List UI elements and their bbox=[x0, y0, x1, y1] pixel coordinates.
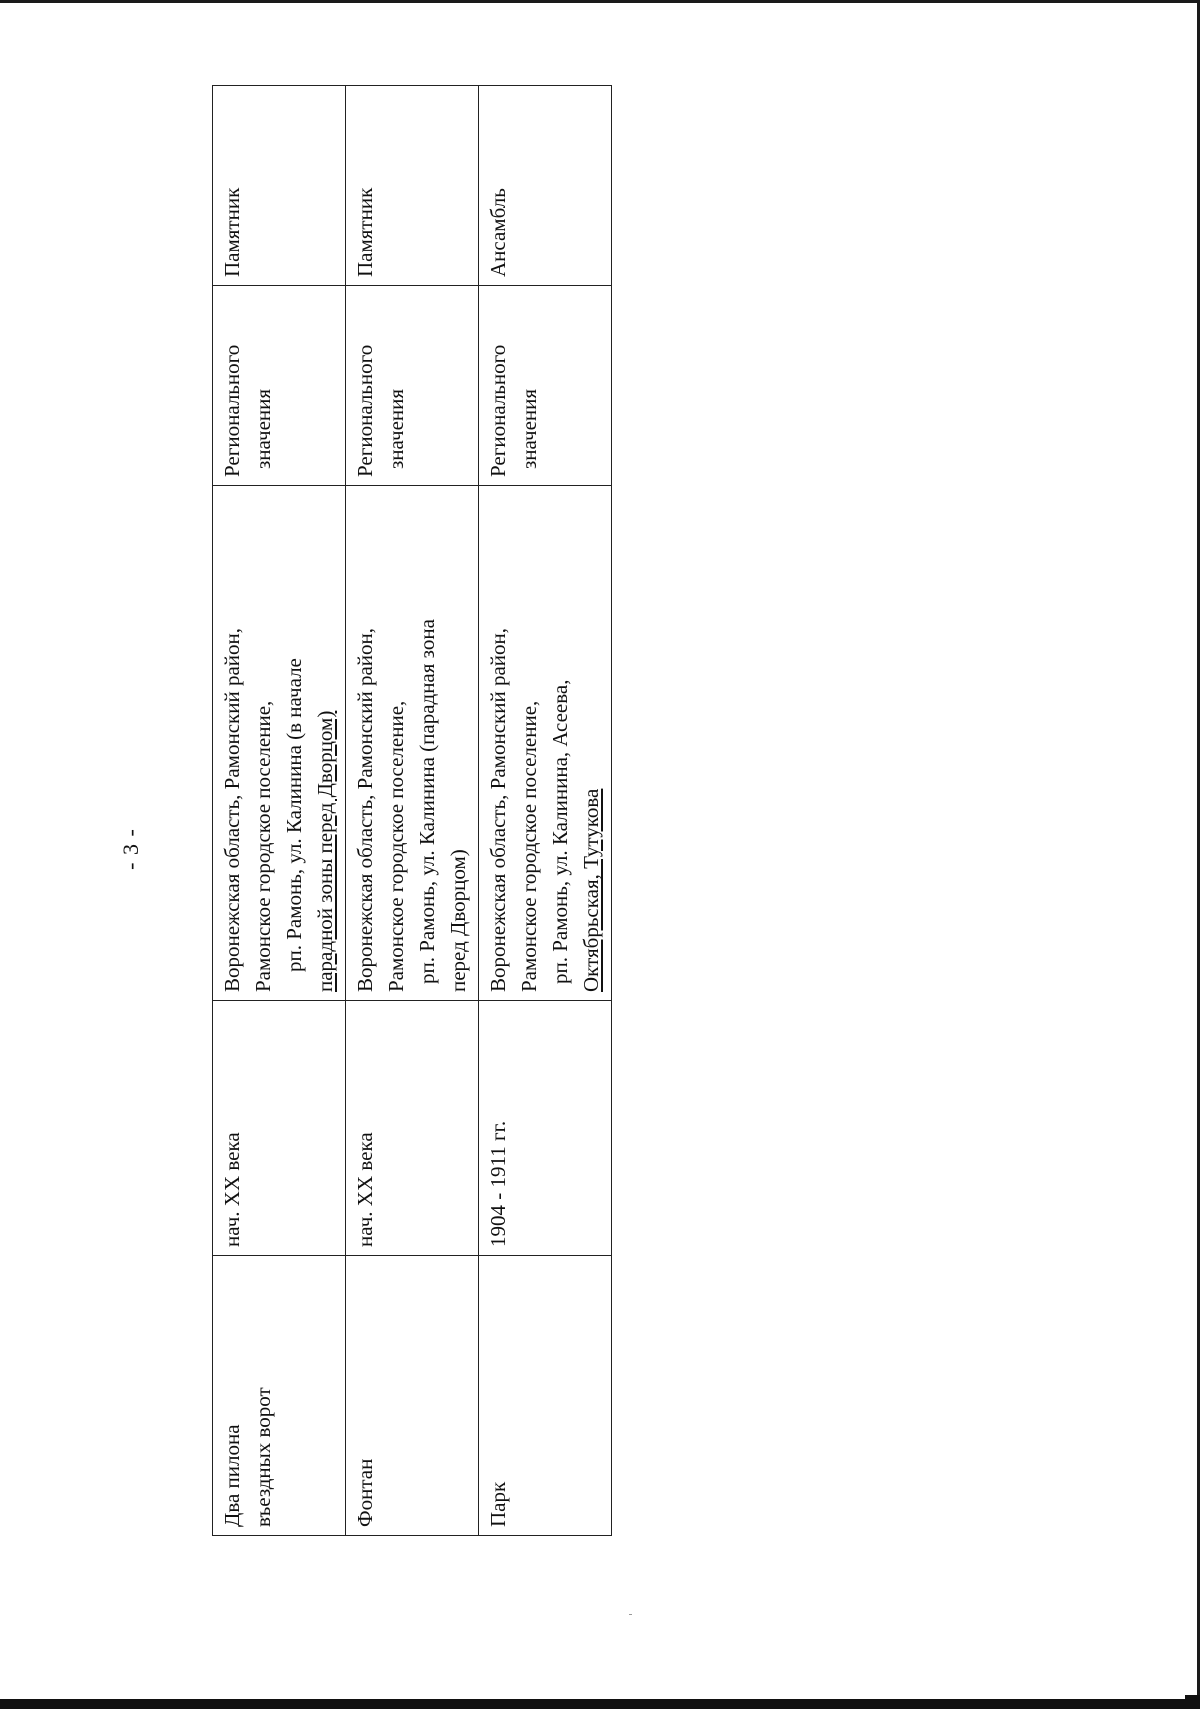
object-name-line: Парк bbox=[486, 1481, 510, 1527]
address-line: рп. Рамонь, ул. Калинина (в начале bbox=[282, 658, 306, 972]
significance-line: значения bbox=[251, 388, 275, 469]
object-name-cell bbox=[479, 1256, 612, 1536]
table-row bbox=[213, 86, 346, 1536]
address-line: рп. Рамонь, ул. Калинина (парадная зона bbox=[415, 619, 439, 984]
address-line: Воронежская область, Рамонский район, bbox=[353, 628, 377, 992]
significance-line: Регионального bbox=[486, 344, 510, 477]
heritage-objects-table bbox=[212, 85, 612, 1536]
object-name-cell bbox=[346, 1256, 479, 1536]
significance-cell bbox=[213, 286, 346, 486]
object-type-cell bbox=[213, 86, 346, 286]
object-name-line: въездных ворот bbox=[251, 1387, 275, 1527]
object-name-cell bbox=[213, 1256, 346, 1536]
address-line: Воронежская область, Рамонский район, bbox=[486, 628, 510, 992]
address-cell bbox=[479, 486, 612, 1001]
object-name-line: Фонтан bbox=[353, 1458, 377, 1527]
date-text: нач. XX века bbox=[353, 1132, 377, 1247]
significance-line: Регионального bbox=[353, 344, 377, 477]
address-line: Воронежская область, Рамонский район, bbox=[220, 628, 244, 992]
object-type-text: Ансамбль bbox=[486, 188, 510, 277]
object-type-cell bbox=[346, 86, 479, 286]
address-line: рп. Рамонь, ул. Калинина, Асеева, bbox=[548, 679, 572, 984]
object-name-line: Два пилона bbox=[220, 1424, 244, 1527]
address-cell bbox=[346, 486, 479, 1001]
address-line: Рамонское городское поселение, bbox=[384, 700, 408, 992]
date-text: 1904 - 1911 гг. bbox=[486, 1120, 510, 1247]
significance-line: Регионального bbox=[220, 344, 244, 477]
table-row bbox=[346, 86, 479, 1536]
address-line: Рамонское городское поселение, bbox=[517, 700, 541, 992]
object-type-text: Памятник bbox=[353, 187, 377, 277]
address-line: Рамонское городское поселение, bbox=[251, 700, 275, 992]
date-text: нач. XX века bbox=[220, 1132, 244, 1247]
significance-cell bbox=[479, 286, 612, 486]
address-line: перед Дворцом) bbox=[446, 849, 470, 992]
significance-line: значения bbox=[384, 388, 408, 469]
significance-line: значения bbox=[517, 388, 541, 469]
date-cell bbox=[346, 1001, 479, 1256]
object-type-cell bbox=[479, 86, 612, 286]
table-row bbox=[479, 86, 612, 1536]
page-number: - 3 - bbox=[118, 828, 143, 870]
date-cell bbox=[213, 1001, 346, 1256]
significance-cell bbox=[346, 286, 479, 486]
address-line: Октябрьская, Тутукова bbox=[579, 788, 603, 992]
date-cell bbox=[479, 1001, 612, 1256]
object-type-text: Памятник bbox=[220, 187, 244, 277]
address-line: парадной зоны перед Дворцом) bbox=[313, 710, 337, 992]
address-cell bbox=[213, 486, 346, 1001]
